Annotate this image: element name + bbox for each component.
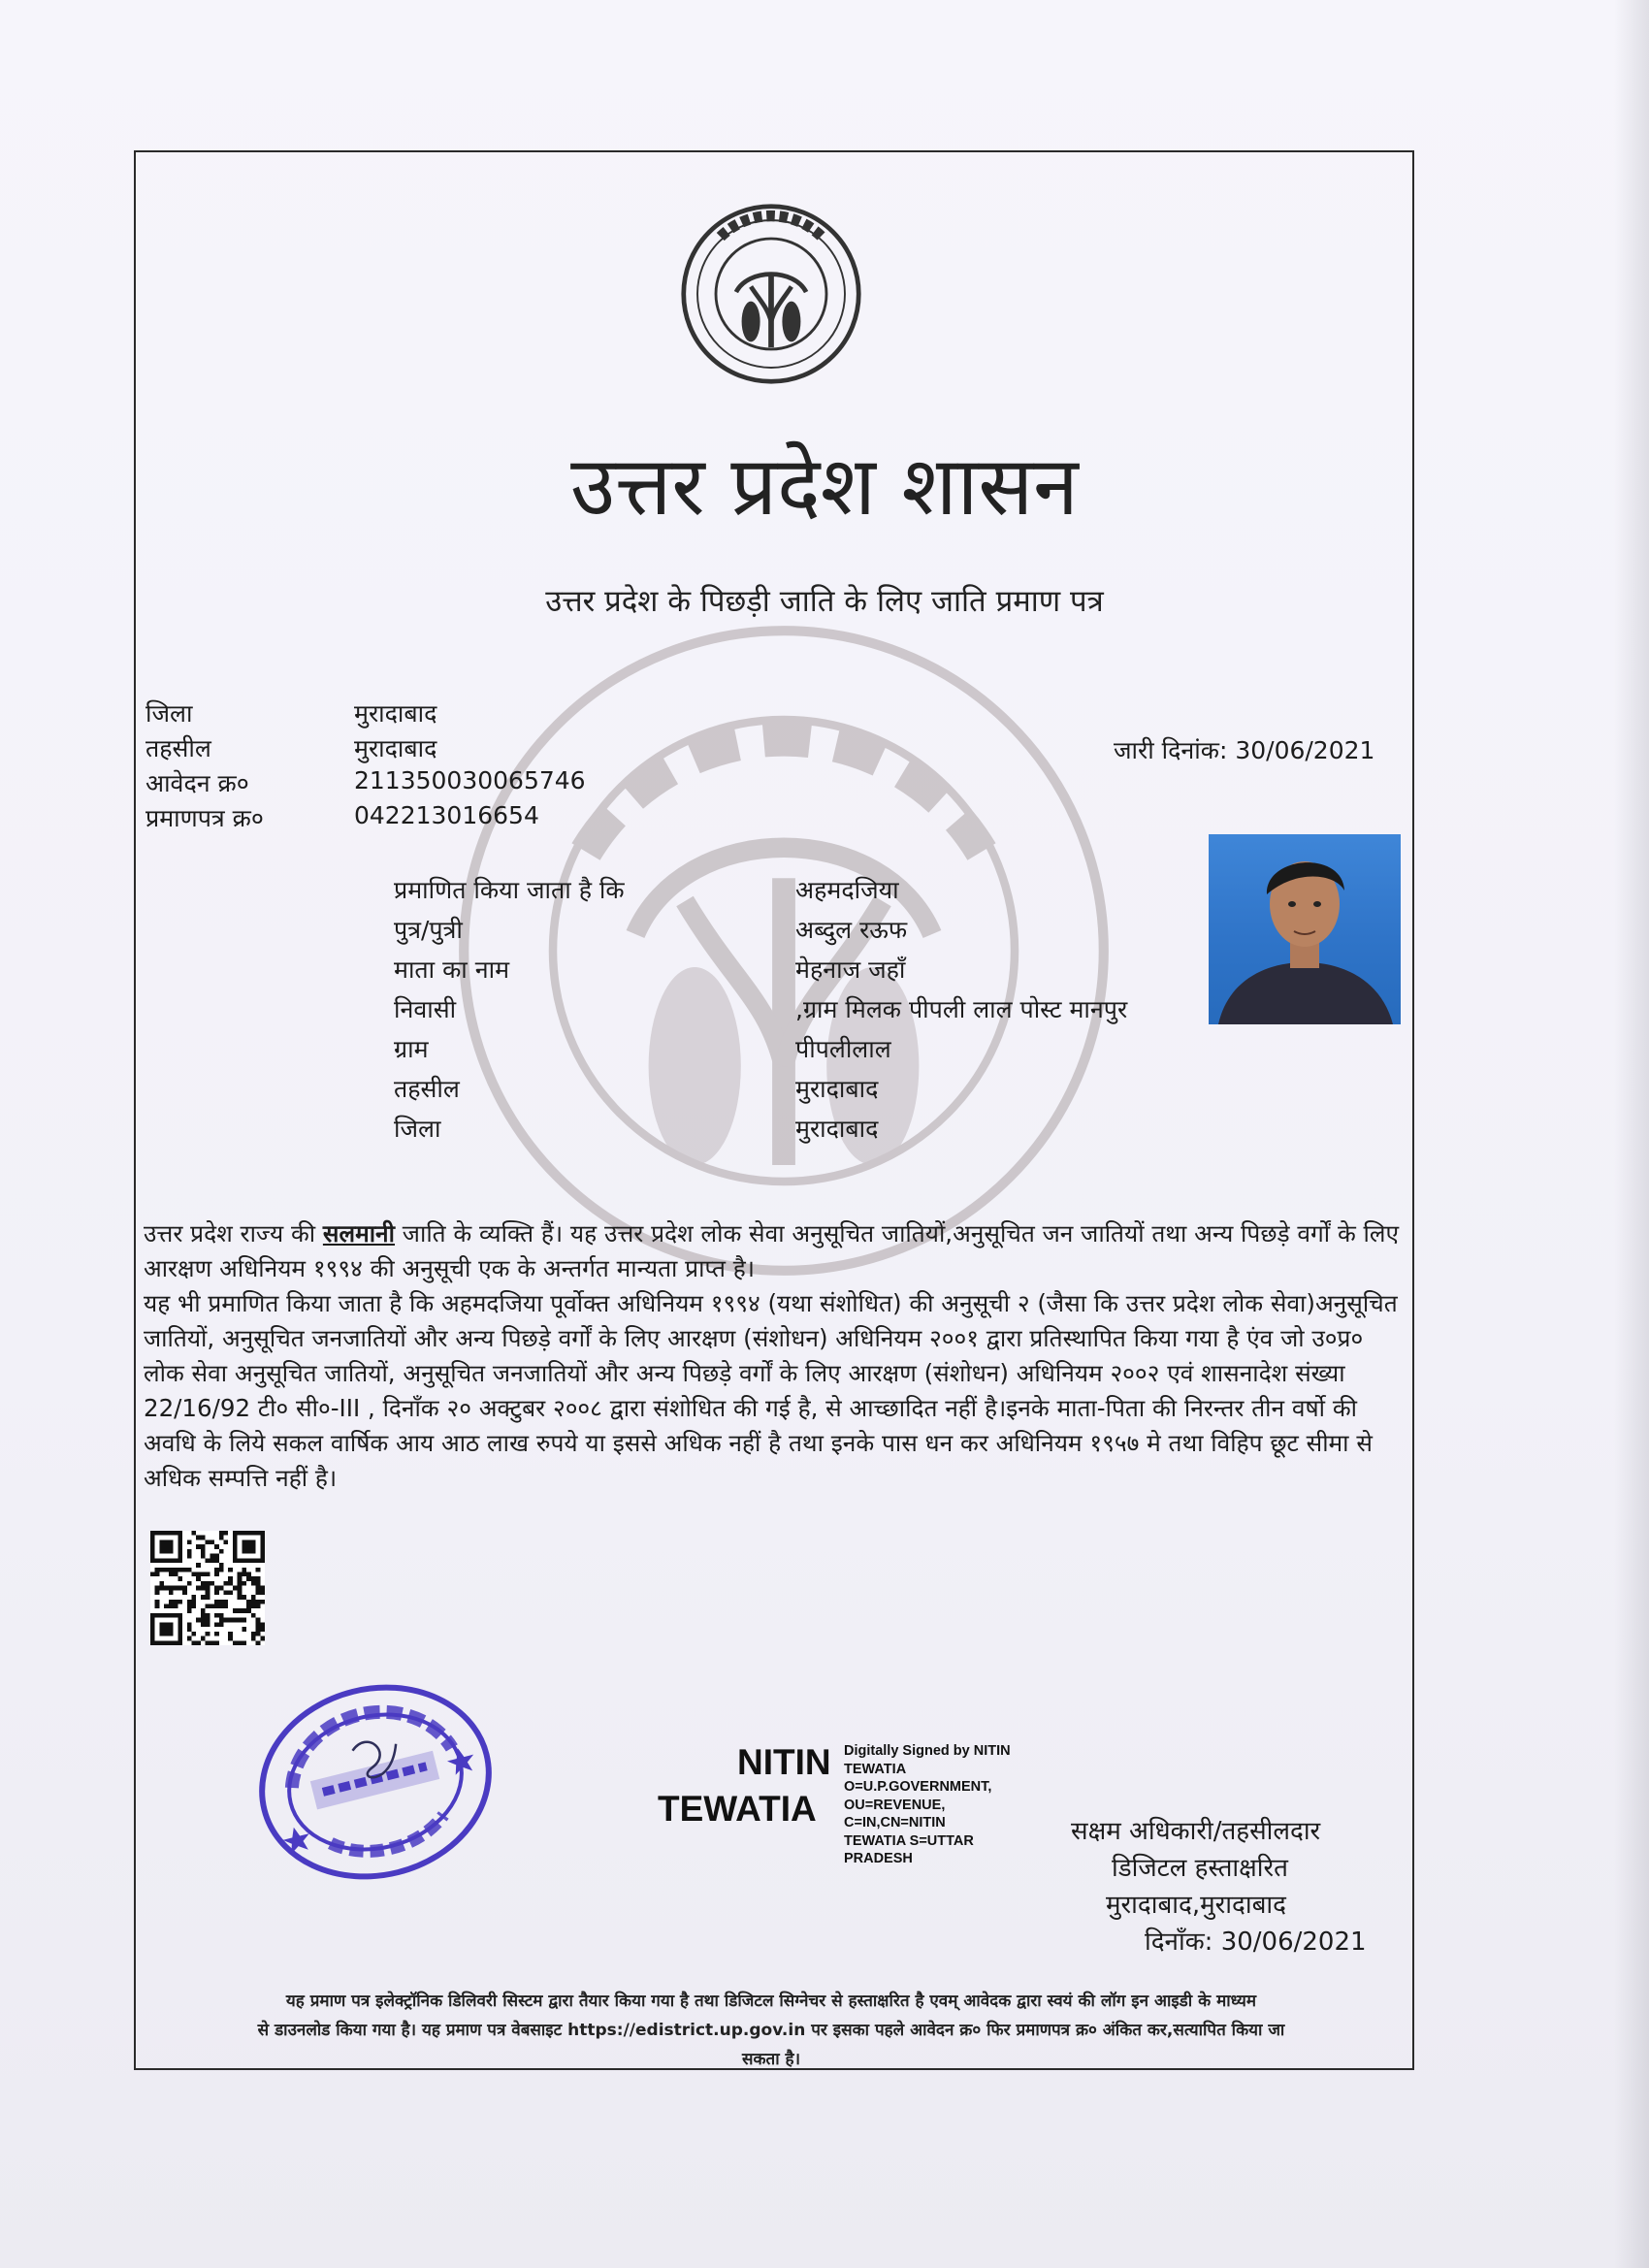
body-paragraph-2: यह भी प्रमाणित किया जाता है कि अहमदजिया पूर्वोक्त अधिनियम १९९४ (यथा संशोधित) की अनुसूची २ (जैसा कि उत्तर प्रदेश लोक सेवा)अनुसूचित जातियों, अनुसूचित जनजातियों और अन्य पिछड़े वर्गों के लिए आरक्षण (संशोधन) अधिनियम २००१ द्वारा प्रतिस्थापित किया गया है एंव जो उ०प्र० लोक सेवा अनुसूचित जातियों, अनुसूचित जनजातियों और अन्य पिछड़े वर्गों के लिए आरक्षण (संशोधन) अधिनियम २००२ एवं शासनादेश संख्या 22/16/92 टी० सी०-III , दिनाँक २० अक्टुबर २००८ द्वारा संशोधित की गई है, से आच्छादित नहीं है।इनके माता-पिता की निरन्तर तीन वर्षो की अवधि के लिये सकल वार्षिक आय आठ लाख रुपये या इससे अधिक नहीं है तथा इनके पास धन कर अधिनियम १९५७ मे तथा विहिप छूट सीमा से अधिक सम्पत्ति नहीं है। xyxy=(144,1289,1398,1492)
official-seal-stamp xyxy=(254,1661,497,1903)
signer-name-first: NITIN xyxy=(737,1742,831,1782)
field-village-label: ग्राम xyxy=(394,1035,429,1063)
footer-note xyxy=(146,1987,1397,2074)
field-district-label: जिला xyxy=(394,1115,441,1143)
up-government-emblem-icon xyxy=(679,202,863,386)
authority-designation: सक्षम अधिकारी/तहसीलदार xyxy=(1071,1817,1321,1846)
authority-date: दिनाँक: 30/06/2021 xyxy=(1145,1928,1367,1957)
field-parent-value: अब्दुल रऊफ xyxy=(795,916,908,944)
sig-detail-line: Digitally Signed by NITIN xyxy=(844,1743,1011,1759)
meta-tehsil-label: तहसील xyxy=(146,734,211,762)
body-p1-lead: उत्तर प्रदेश राज्य की xyxy=(144,1219,323,1247)
field-certified-label: प्रमाणित किया जाता है कि xyxy=(394,876,625,904)
applicant-photo xyxy=(1209,834,1401,1024)
issue-date: जारी दिनांक: 30/06/2021 xyxy=(1114,736,1375,764)
meta-tehsil-value: मुरादाबाद xyxy=(354,734,437,762)
field-village-value: पीपलीलाल xyxy=(795,1035,891,1063)
caste-name: सलमानी xyxy=(322,1219,396,1247)
meta-application-no-value: 211350030065746 xyxy=(354,766,586,794)
meta-certificate-no-label: प्रमाणपत्र क्र० xyxy=(146,804,264,832)
field-mother-label: माता का नाम xyxy=(394,956,510,984)
page-edge-shadow xyxy=(1614,0,1649,2268)
field-mother-value: मेहनाज जहाँ xyxy=(795,956,906,984)
body-p1-rest: जाति के व्यक्ति हैं। यह उत्तर प्रदेश लोक सेवा अनुसूचित जातियों,अनुसूचित जन जातियों तथा अन्य पिछड़े वर्गों के लिए आरक्षण अधिनियम १९९४ की अनुसूची एक के अन्तर्गत मान्यता प्राप्त है। xyxy=(144,1219,1400,1282)
footer-line-3: सकता है। xyxy=(741,2050,801,2069)
sig-detail-line: PRADESH xyxy=(844,1851,913,1866)
person-photo-icon xyxy=(1209,834,1401,1024)
authority-digitally-signed: डिजिटल हस्ताक्षरित xyxy=(1112,1854,1288,1883)
footer-line-2: से डाउनलोड किया गया है। यह प्रमाण पत्र वेबसाइट https://edistrict.up.gov.in पर इसका पहले आवेदन क्र० फिर प्रमाणपत्र क्र० अंकित कर,सत्यापित किया जा xyxy=(257,2021,1285,2040)
meta-application-no-label: आवेदन क्र० xyxy=(146,769,249,797)
field-tehsil-label: तहसील xyxy=(394,1075,460,1103)
meta-district-value: मुरादाबाद xyxy=(354,699,437,728)
body-paragraph-1 xyxy=(144,1216,1405,1286)
digital-signature-details xyxy=(844,1742,1038,1868)
sig-detail-line: TEWATIA S=UTTAR xyxy=(844,1832,974,1849)
qr-code-icon[interactable] xyxy=(150,1531,265,1645)
signer-name-last: TEWATIA xyxy=(658,1789,817,1829)
field-tehsil-value: मुरादाबाद xyxy=(795,1075,879,1103)
certificate-body xyxy=(144,1216,1405,1496)
sig-detail-line: TEWATIA xyxy=(844,1761,907,1777)
sig-detail-line: O=U.P.GOVERNMENT, xyxy=(844,1779,992,1795)
meta-certificate-no-value: 042213016654 xyxy=(354,801,539,829)
meta-district-label: जिला xyxy=(146,699,193,728)
certificate-subtitle: उत्तर प्रदेश के पिछड़ी जाति के लिए जाति प्रमाण पत्र xyxy=(545,584,1104,619)
field-resident-label: निवासी xyxy=(394,995,457,1023)
page-title: उत्तर प्रदेश शासन xyxy=(570,438,1079,534)
field-name-value: अहमदजिया xyxy=(795,876,899,904)
sig-detail-line: C=IN,CN=NITIN xyxy=(844,1815,946,1831)
field-resident-value: ,ग्राम मिलक पीपली लाल पोस्ट मानपुर xyxy=(795,995,1128,1023)
authority-location: मुरादाबाद,मुरादाबाद xyxy=(1106,1891,1286,1920)
field-district-value: मुरादाबाद xyxy=(795,1115,879,1143)
field-parent-label: पुत्र/पुत्री xyxy=(394,916,463,944)
sig-detail-line: OU=REVENUE, xyxy=(844,1797,946,1813)
footer-line-1: यह प्रमाण पत्र इलेक्ट्रॉनिक डिलिवरी सिस्टम द्वारा तैयार किया गया है तथा डिजिटल सिग्नेचर से हस्ताक्षरित है एवम् आवेदक द्वारा स्वयं की लॉग इन आइडी के माध्यम xyxy=(285,1992,1257,2011)
